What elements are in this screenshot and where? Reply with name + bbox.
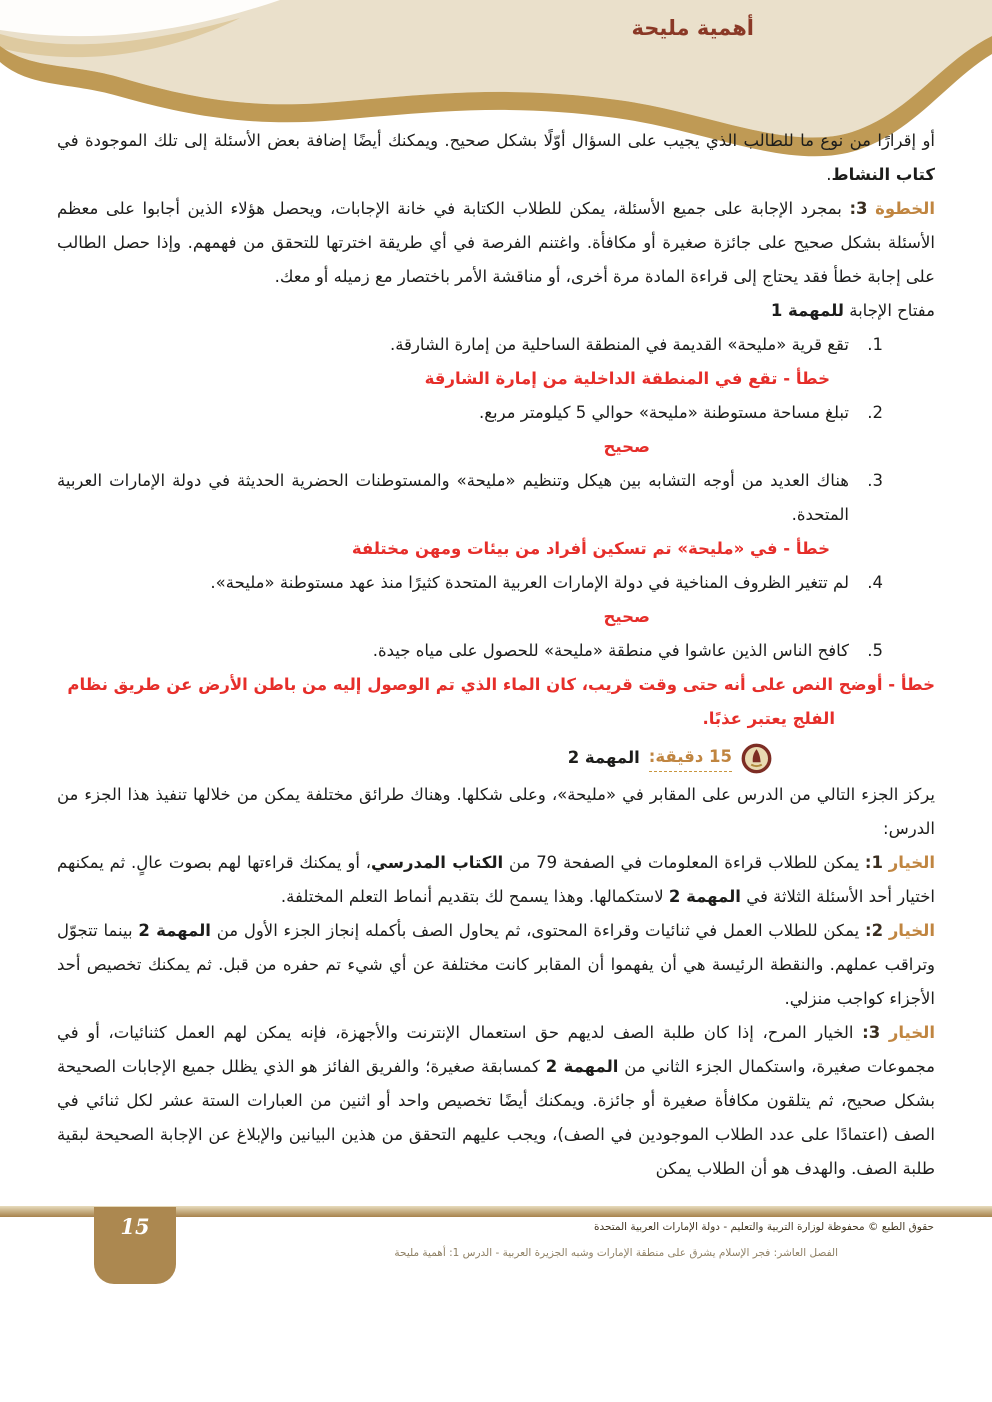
- option3-label: الخيار: [888, 1023, 936, 1042]
- answer-item-5-statement: كافح الناس الذين عاشوا في منطقة «مليحة» للحصول على مياه جيدة.: [372, 641, 849, 660]
- intro-paragraph: [57, 124, 935, 192]
- option1-label: الخيار: [888, 853, 935, 872]
- footer-copyright: حقوق الطبع © محفوظة لوزارة التربية والتعليم - دولة الإمارات العربية المتحدة: [593, 1221, 934, 1233]
- option2-number: 2:: [864, 921, 884, 940]
- answer-item-5-verdict-line1: خطأ - أوضح النص على أنه حتى وقت قريب، كان الماء الذي تم الوصول إليه من باطن الأرض عن طريق نظام: [67, 675, 935, 694]
- footer-chapter-line: الفصل العاشر: فجر الإسلام يشرق على منطقة الإمارات وشبه الجزيرة العربية - الدرس 1: أهمية مليحة: [394, 1247, 838, 1259]
- answer-item-1: [57, 328, 935, 362]
- option1-paragraph: [57, 846, 935, 914]
- option1-text-c: لاستكمالها. وهذا يسمح لك بتقديم أنماط التعلم المختلفة.: [280, 887, 669, 906]
- answer-item-4: [57, 566, 935, 600]
- option2-label: الخيار: [888, 921, 935, 940]
- answer-item-4-verdict: صحيح: [603, 607, 650, 626]
- answer-key-prefix: مفتاح الإجابة: [844, 301, 935, 320]
- answer-item-3-verdict: خطأ - في «مليحة» تم تسكين أفراد من بيئات ومهن مختلفة: [351, 539, 830, 558]
- option2-text-a: يمكن للطلاب العمل في ثنائيات وقراءة المحتوى، ثم يحاول الصف بأكمله إنجاز الجزء الأول من: [210, 921, 865, 940]
- main-content: [57, 124, 935, 1186]
- task2-duration: 15 دقيقة:: [649, 744, 732, 772]
- intro-text: أو إقرارًا من نوع ما للطالب الذي يجيب على السؤال أوّلًا بشكل صحيح. ويمكنك أيضًا إضافة بعض الأسئلة إلى تلك الموجودة في: [57, 131, 935, 150]
- step3-paragraph: [57, 192, 935, 294]
- answer-item-4-statement: لم تتغير الظروف المناخية في دولة الإمارات العربية المتحدة كثيرًا منذ عهد مستوطنة «مليحة».: [210, 573, 849, 592]
- step3-number: 3:: [849, 199, 868, 218]
- option2-paragraph: [57, 914, 935, 1016]
- timer-icon: [741, 743, 772, 774]
- step3-label: الخطوة: [875, 199, 935, 218]
- answer-item-5: [57, 634, 935, 668]
- option1-number: 1:: [864, 853, 883, 872]
- answer-key-task-bold: للمهمة 1: [770, 301, 844, 320]
- option3-text-b: كمسابقة صغيرة؛ والفريق الفائز هو الذي يظلل جميع الإجابات الصحيحة بشكل صحيح، ثم يتلقون مكافأة صغيرة أو جائزة. ويمكنك أيضًا تخصيص واحد أو اثنين من العبارات الستة عشر لكل ثنائي في الصف (اعتمادًا على عدد الطلاب الموجودين في الصف)، ويجب عليهم التحقق من هذين البيانين والإبلاغ عن الإجابة الصحيحة لبقية طلبة الصف. والهدف هو أن الطلاب يمكن: [57, 1057, 935, 1178]
- task2-heading: [57, 741, 935, 775]
- task2-title: المهمة 2: [567, 748, 640, 767]
- option3-paragraph: [57, 1016, 935, 1186]
- activity-book-bold: كتاب النشاط: [831, 165, 935, 184]
- page-title: أهمية مليحة: [631, 16, 754, 40]
- answer-item-1-verdict: خطأ - تقع في المنطقة الداخلية من إمارة الشارقة: [424, 369, 830, 388]
- intro-text-end: .: [826, 165, 832, 184]
- answer-item-1-statement: تقع قرية «مليحة» القديمة في المنطقة الساحلية من إمارة الشارقة.: [389, 335, 849, 354]
- answer-item-2-verdict: صحيح: [603, 437, 650, 456]
- textbook-bold: الكتاب المدرسي: [371, 853, 504, 872]
- task2-bold-3: المهمة 2: [545, 1057, 619, 1076]
- option1-text-b: ، أو يمكنك قراءتها لهم بصوت عالٍ. ثم يمكنهم اختيار أحد الأسئلة الثلاثة في: [57, 853, 935, 906]
- page-number: 15: [120, 1214, 150, 1239]
- task2-bold-1: المهمة 2: [668, 887, 741, 906]
- answer-item-2-number: 2.: [867, 403, 883, 422]
- answer-key-heading: [57, 294, 935, 328]
- option3-number: 3:: [862, 1023, 881, 1042]
- option3-text-a: الخيار المرح، إذا كان طلبة الصف لديهم حق استعمال الإنترنت والأجهزة، فإنه يمكن لهم العمل كثنائيات، أو في مجموعات صغيرة، واستكمال الجزء الثاني من: [57, 1023, 935, 1076]
- option1-text-a: يمكن للطلاب قراءة المعلومات في الصفحة 79 من: [503, 853, 865, 872]
- option2-text-b: بينما تتجوّل وتراقب عملهم. والنقطة الرئيسة هي أن يفهموا أن المقابر كانت مختلفة عن أي شيء تم حفره من قبل. ثم يمكنك تخصيص أحد الأجزاء كواجب منزلي.: [57, 921, 935, 1008]
- answer-item-5-verdict-line2: الفلج يعتبر عذبًا.: [702, 709, 835, 728]
- answer-item-4-number: 4.: [867, 573, 883, 592]
- page-number-tab: [94, 1207, 176, 1284]
- answer-item-2: [57, 396, 935, 430]
- answer-item-3: [57, 464, 935, 532]
- task2-bold-2: المهمة 2: [138, 921, 211, 940]
- step3-text: بمجرد الإجابة على جميع الأسئلة، يمكن للطلاب الكتابة في خانة الإجابات، ويحصل هؤلاء الذين أجابوا على معظم الأسئلة بشكل صحيح على جائزة صغيرة أو مكافأة. واغتنم الفرصة في أي طريقة اخترتها للتحقق من فهمهم. وإذا حصل الطالب على إجابة خطأ فقد يحتاج إلى قراءة المادة مرة أخرى، أو مناقشة الأمر باختصار مع زميله أو معك.: [57, 199, 935, 286]
- answer-item-1-number: 1.: [867, 335, 883, 354]
- answer-item-3-number: 3.: [867, 471, 883, 490]
- answer-item-2-statement: تبلغ مساحة مستوطنة «مليحة» حوالي 5 كيلومتر مربع.: [478, 403, 849, 422]
- task2-intro: يركز الجزء التالي من الدرس على المقابر في «مليحة»، وعلى شكلها. وهناك طرائق مختلفة يمكن من خلالها تنفيذ هذا الجزء من الدرس:: [57, 785, 935, 838]
- answer-item-3-statement: هناك العديد من أوجه التشابه بين هيكل وتنظيم «مليحة» والمستوطنات الحضرية الحديثة في دولة الإمارات العربية المتحدة.: [57, 471, 849, 524]
- answer-item-5-number: 5.: [867, 641, 883, 660]
